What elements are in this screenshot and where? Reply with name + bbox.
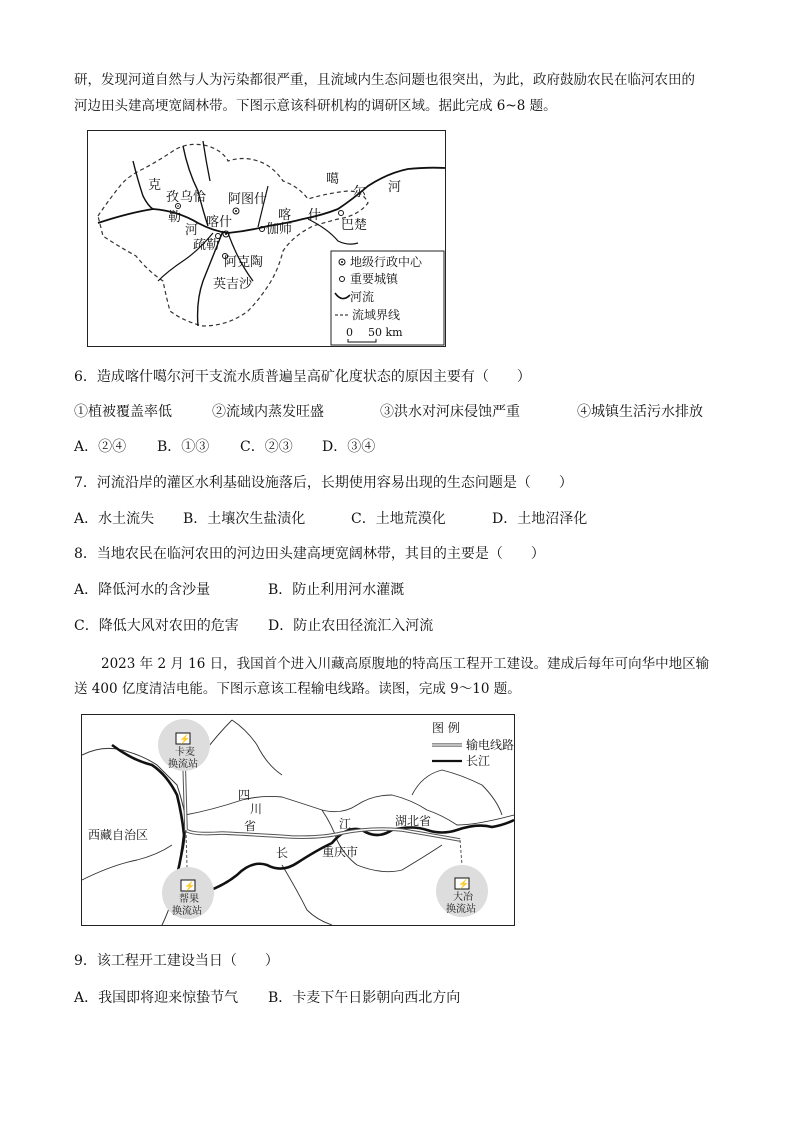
legend2-line: 输电线路 [466,738,514,752]
q9-option-b[interactable]: B．卡麦下午日影朝向西北方向 [268,990,461,1006]
label-sheng: 省 [244,819,257,833]
label-chongqing: 重庆市 [322,845,359,859]
label-atushi: 阿图什 [228,192,268,207]
legend2-river: 长江 [466,754,491,768]
q6-item-2: ②流域内蒸发旺盛 [212,404,324,420]
intro2-line-1: 2023 年 2 月 16 日，我国首个进入川藏高原腹地的特高压工程开工建设。建成后每年可向华中地区输 [101,656,710,672]
legend2-title: 图 例 [432,721,460,735]
legend-town: 重要城镇 [350,272,399,286]
label-shen: 什 [308,208,322,223]
label-shule: 疏勒 [193,238,220,253]
label-ga: 噶 [326,172,340,187]
legend-boundary: 流域界线 [352,308,401,322]
label-aketao: 阿克陶 [224,255,264,270]
station-bangguo-name: 帮果 [179,894,199,905]
label-hubei: 湖北省 [395,814,432,828]
scale-zero: 0 [346,326,353,339]
q6-option-a[interactable]: A．②④ [74,439,127,455]
q9-stem: 9．该工程开工建设当日（ ） [74,953,279,969]
station-kamai-label: 换流站 [168,759,198,770]
legend-admin-center: 地级行政中心 [350,255,423,269]
q6-item-3: ③洪水对河床侵蚀严重 [380,404,520,420]
q7-option-c[interactable]: C．土地荒漠化 [351,511,446,527]
scale-value: 50 km [368,326,403,339]
q8-option-c[interactable]: C．降低大风对农田的危害 [74,618,239,634]
intro-line-1: 研，发现河道自然与人为污染都很严重，且流域内生态问题也很突出，为此，政府鼓励农民在临河农田的 [74,72,695,88]
label-ka: 喀 [278,208,292,223]
q8-option-d[interactable]: D．防止农田径流汇入河流 [268,618,434,634]
q6-item-1: ①植被覆盖率低 [74,404,172,420]
q8-option-b[interactable]: B．防止利用河水灌溉 [268,582,405,598]
q8-option-a[interactable]: A．降低河水的含沙量 [74,582,211,598]
q8-stem: 8．当地农民在临河农田的河边田头建高埂宽阔林带，其目的主要是（ ） [74,546,545,562]
legend-river: 河流 [350,290,375,304]
label-he: 河 [185,223,199,238]
basin-map-svg [88,131,445,346]
power-line-map-svg [82,715,514,925]
label-chang: 长 [276,846,289,860]
q6-option-c[interactable]: C．②③ [240,439,293,455]
power-line-map [81,714,515,926]
svg-text:⚡: ⚡ [458,880,470,890]
label-wuqia: 乌恰 [180,190,207,205]
label-si: 四 [238,788,251,802]
q7-stem: 7．河流沿岸的灌区水利基础设施落后，长期使用容易出现的生态问题是（ ） [74,475,573,491]
basin-map [87,130,446,347]
label-kashi: 喀什 [206,215,233,230]
svg-text:⚡: ⚡ [184,882,196,892]
label-jiashi: 伽师 [266,222,293,237]
q7-option-b[interactable]: B．土壤次生盐渍化 [183,511,306,527]
intro-line-2: 河边田头建高埂宽阔林带。下图示意该科研机构的调研区域。据此完成 6~8 题。 [74,98,557,114]
label-le: 勒 [168,210,182,225]
label-yingjisha: 英吉沙 [213,277,253,292]
q6-item-4: ④城镇生活污水排放 [577,404,703,420]
q7-option-a[interactable]: A．水土流失 [74,511,155,527]
q6-option-d[interactable]: D．③④ [322,439,376,455]
station-kamai-name: 卡麦 [175,747,195,758]
label-he2: 河 [388,180,402,195]
label-bachu: 巴楚 [341,218,368,233]
label-xizang: 西藏自治区 [88,828,149,842]
label-zi: 孜 [166,190,180,205]
q7-option-d[interactable]: D．土地沼泽化 [492,511,588,527]
label-er: 尔 [353,185,367,200]
station-daye-name: 大冶 [453,892,473,903]
label-chuan: 川 [250,802,263,816]
svg-text:⚡: ⚡ [179,735,191,745]
q9-option-a[interactable]: A．我国即将迎来惊蛰节气 [74,990,239,1006]
label-ke: 克 [148,178,162,193]
station-bangguo-label: 换流站 [172,906,202,917]
station-daye-label: 换流站 [446,904,476,915]
q6-stem: 6．造成喀什噶尔河干支流水质普遍呈高矿化度状态的原因主要有（ ） [74,369,531,385]
q6-option-b[interactable]: B．①③ [157,439,210,455]
label-jiang: 江 [339,817,352,831]
intro2-line-2: 送 400 亿度清洁电能。下图示意该工程输电线路。读图，完成 9～10 题。 [74,681,521,697]
